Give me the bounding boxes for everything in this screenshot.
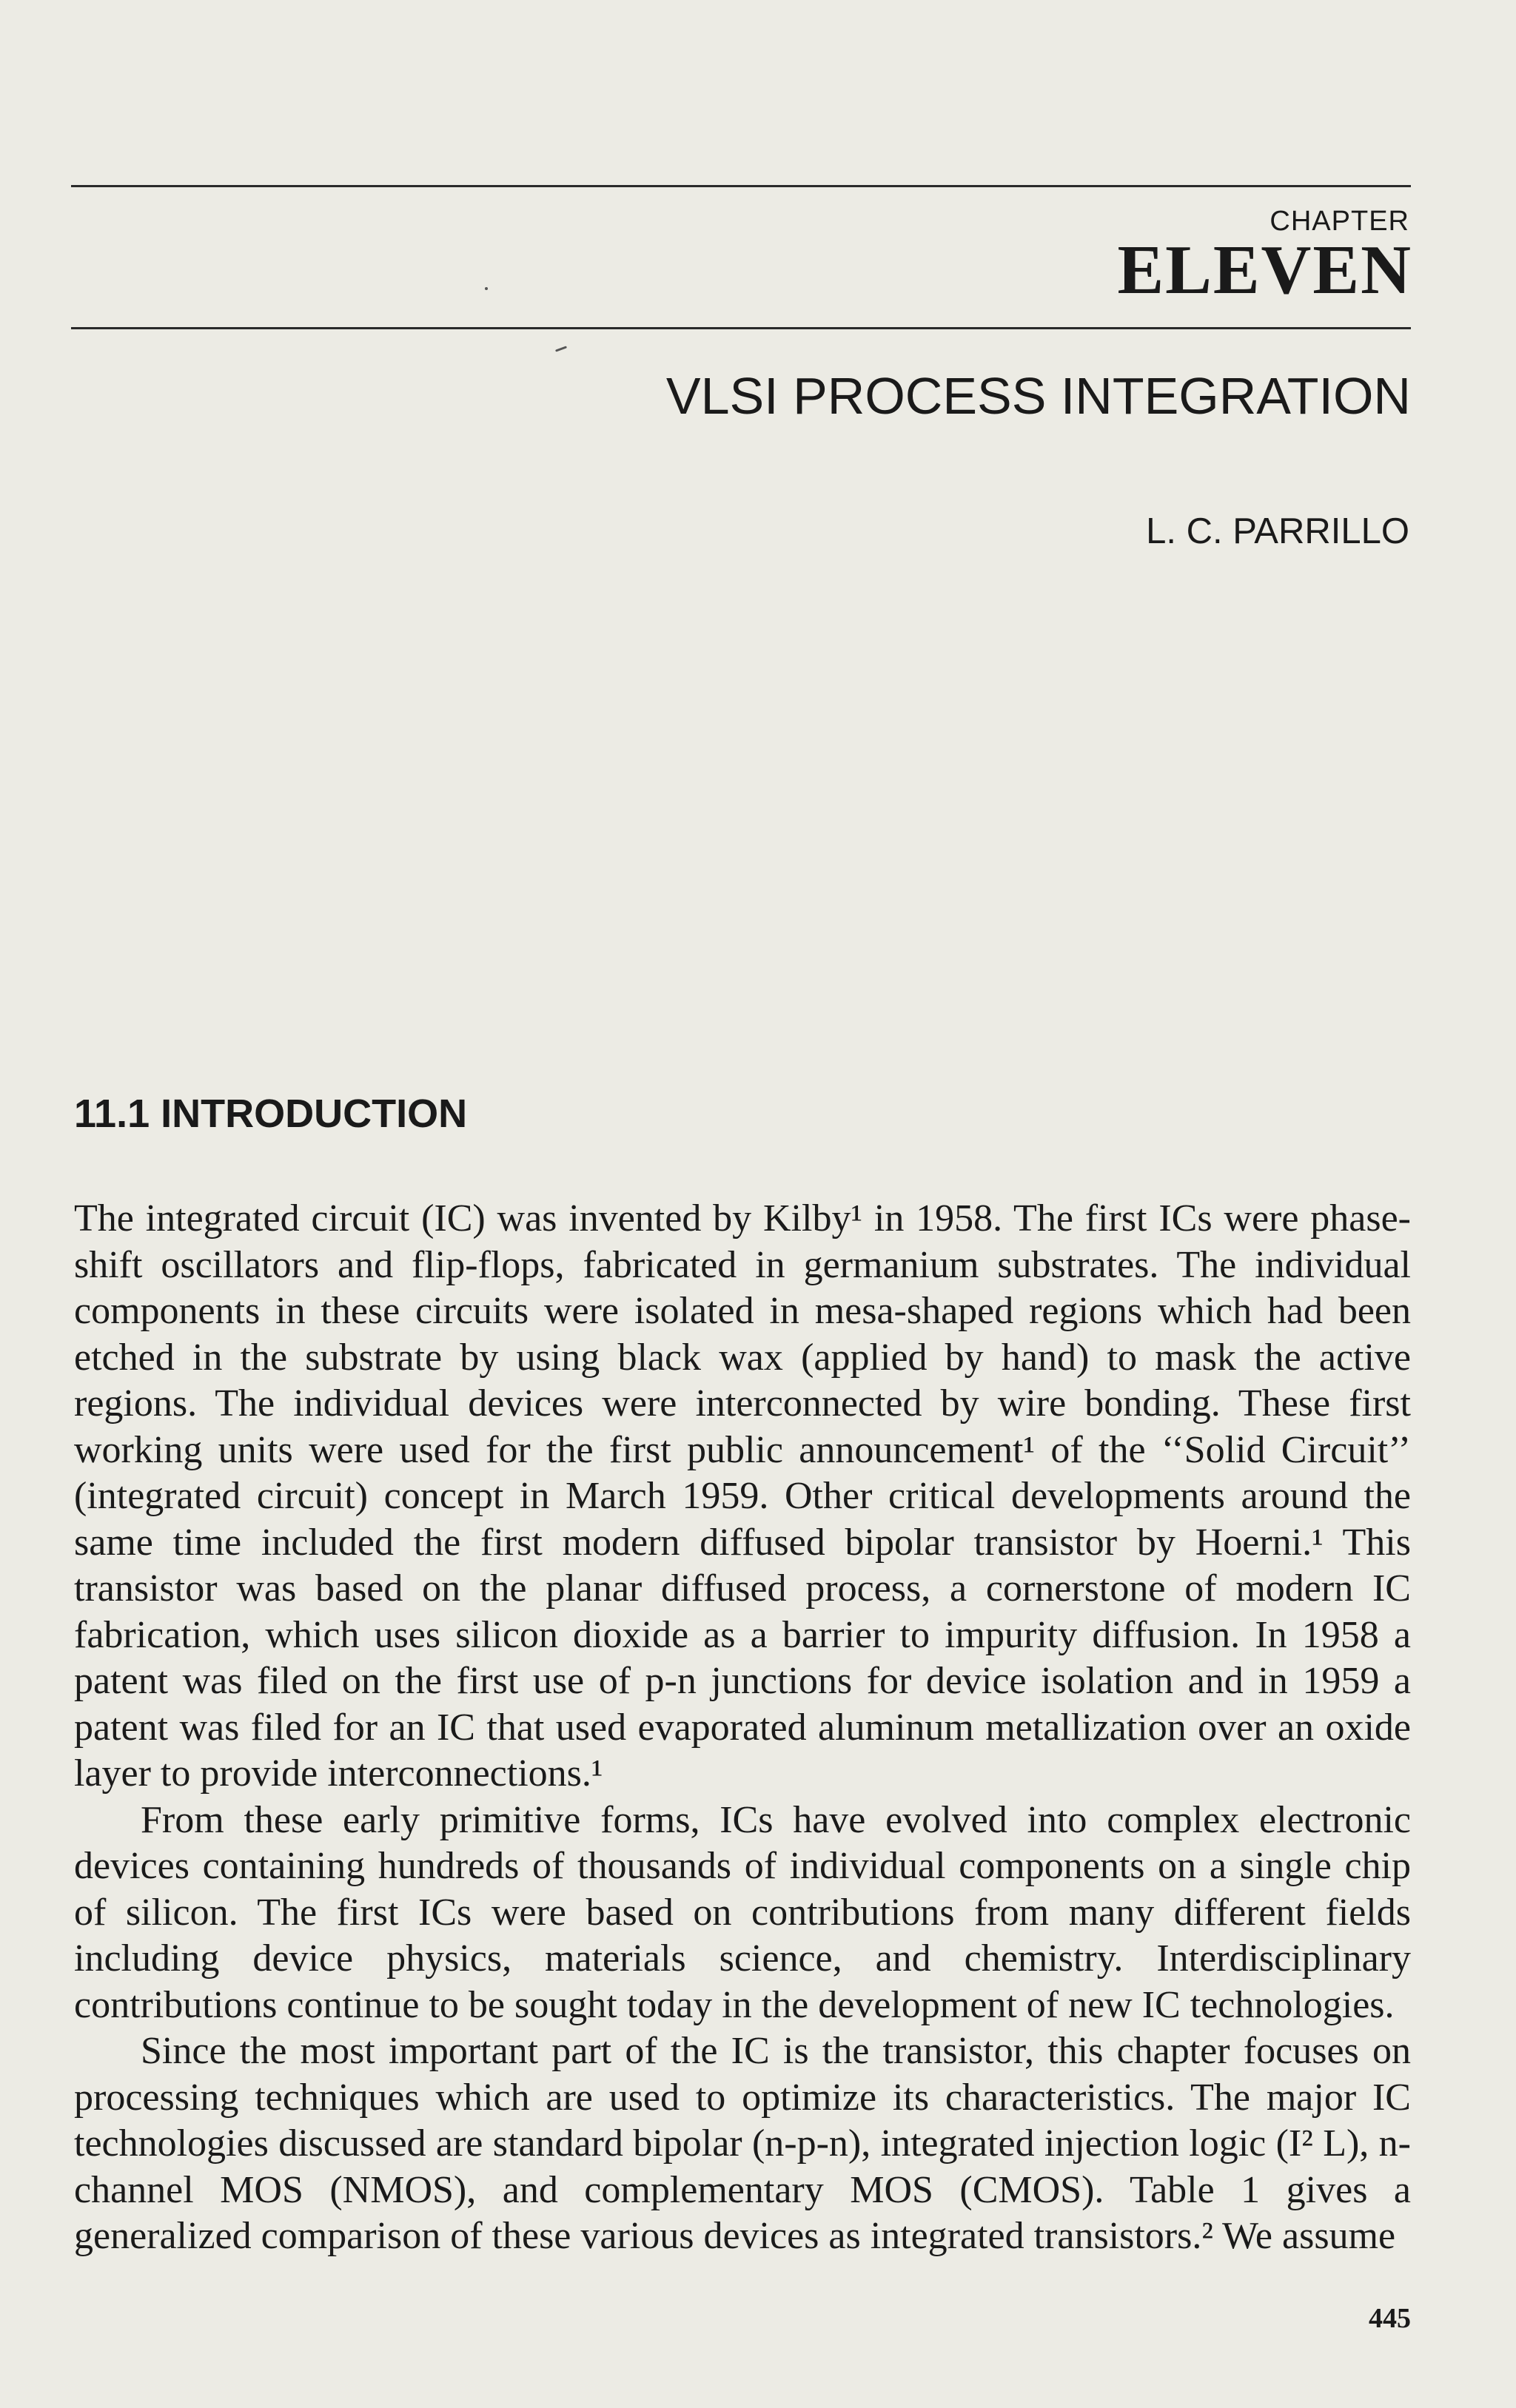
paragraph: Since the most important part of the IC is the transistor, this chapter focuses on processing techniques which are used to optimize its characteristics. The major IC technologies discussed are standard bipolar (n-p-n), integrated injection logic (I² L), n-channel MOS (NMOS), and complementary MOS (CMOS). Table 1 gives a generalized comparison of these various devices as integrated transistors.² We assume	[74, 2030, 1411, 2257]
body-text	[74, 1196, 1411, 2260]
chapter-label: CHAPTER	[1270, 206, 1409, 237]
print-speck	[485, 287, 488, 290]
paragraph: The integrated circuit (IC) was invented by Kilby¹ in 1958. The first ICs were phase-shift oscillators and flip-flops, fabricated in germanium substrates. The individual components in these circuits were isolated in mesa-shaped regions which had been etched in the substrate by using black wax (applied by hand) to mask the active regions. The individual devices were interconnected by wire bonding. These first working units were used for the first public announcement¹ of the ‘‘Solid Circuit’’ (integrated circuit) concept in March 1959. Other critical developments around the same time included the first modern diffused bipolar transistor by Hoerni.¹ This transistor was based on the planar diffused process, a cornerstone of modern IC fabrication, which uses silicon dioxide as a barrier to impurity diffusion. In 1958 a patent was filed on the first use of p-n junctions for device isolation and in 1959 a patent was filed for an IC that used evaporated aluminum metallization over an oxide layer to provide interconnections.¹	[74, 1197, 1411, 1795]
chapter-number: ELEVEN	[1117, 232, 1412, 309]
chapter-title: VLSI PROCESS INTEGRATION	[665, 367, 1411, 425]
middle-rule	[71, 327, 1411, 329]
section-heading: 11.1 INTRODUCTION	[74, 1092, 468, 1136]
top-rule	[71, 185, 1411, 187]
paragraph: From these early primitive forms, ICs have evolved into complex electronic devices containing hundreds of thousands of individual components on a single chip of silicon. The first ICs were based on contributions from many different fields including device physics, materials science, and chemistry. Interdisciplinary contributions continue to be sought today in the development of new IC technologies.	[74, 1798, 1411, 2026]
page-number: 445	[1369, 2303, 1411, 2334]
chapter-author: L. C. PARRILLO	[1146, 511, 1409, 551]
print-speck	[555, 346, 567, 352]
